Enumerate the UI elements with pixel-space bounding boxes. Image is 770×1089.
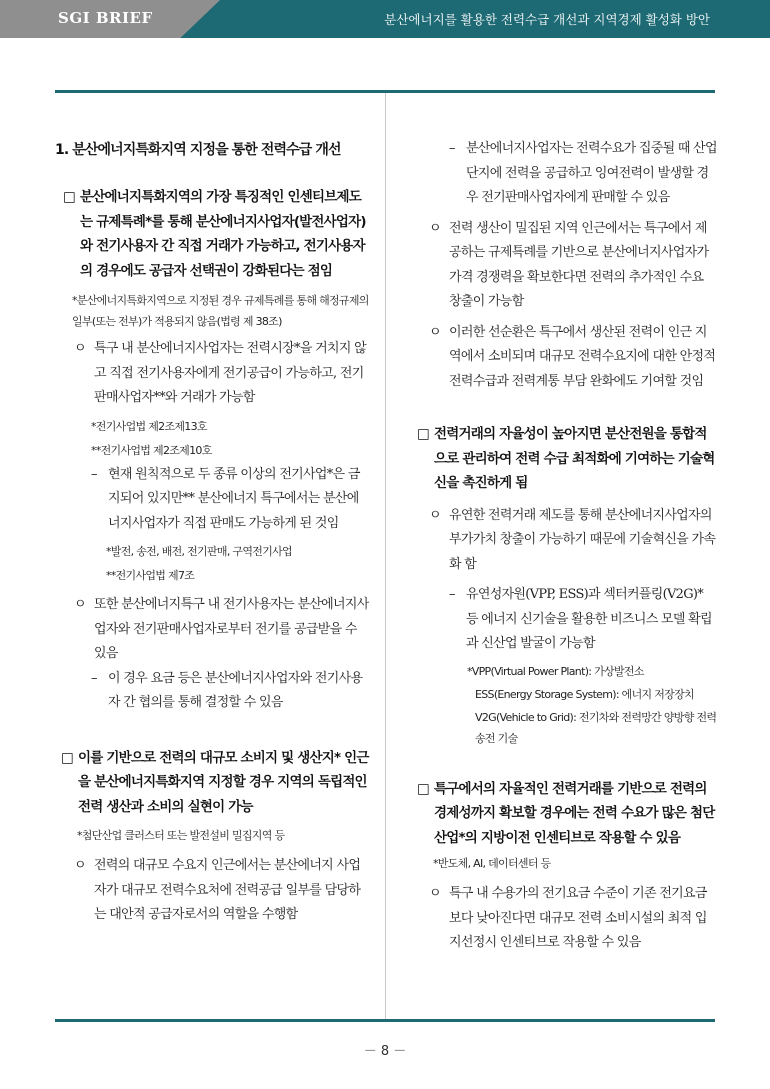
item-text: 분산에너지사업자는 전력수요가 집중될 때 산업단지에 전력을 공급하고 잉여전력이 발생할 경우 전기판매사업자에게 판매할 수 있음 [466,141,717,205]
circle-bullet-item [74,593,370,667]
item-text: 유연한 전력거래 제도를 통해 분산에너지사업자의 부가가치 창출이 가능하기 때문에 기술혁신을 가속화 함 [449,507,716,572]
item-text: 전력의 대규모 수요지 인근에서는 분산에너지 사업자가 대규모 전력수요처에 전력공급 일부를 담당하는 대안적 공급자로서의 역할을 수행함 [94,858,361,922]
square-bullet-paragraph [417,422,717,496]
square-bullet-marker: □ [61,749,73,766]
circle-bullet-item [429,882,717,956]
footnote: V2G(Vehicle to Grid): 전기차와 전력망간 양방향 전력 송전 기술 [475,710,717,745]
dash-bullet-marker: – [449,141,455,156]
section-title: 1. 분산에너지특화지역 지정을 통한 전력수급 개선 [55,142,341,158]
circle-bullet-marker: ㅇ [74,858,86,873]
document-title: 분산에너지를 활용한 전력수급 개선과 지역경제 활성화 방안 [384,12,710,27]
paragraph-text: 이를 기반으로 전력의 대규모 소비지 및 생산지* 인근을 분산에너지특화지역 지정할 경우 지역의 독립적인 전력 생산과 소비의 실현이 가능 [78,749,369,815]
square-bullet-paragraph [61,746,370,820]
square-bullet-paragraph [417,777,717,851]
item-text: 이 경우 요금 등은 분산에너지사업자와 전기사용자 간 협의를 통해 결정할 수 있음 [108,670,363,710]
column-divider [385,93,386,1019]
item-text: 유연성자원(VPP, ESS)과 섹터커플링(V2G)* 등 에너지 신기술을 활용한 비즈니스 모델 확립과 신산업 발굴이 가능함 [466,587,712,651]
item-text: 또한 분산에너지특구 내 전기사용자는 분산에너지사업자와 전기판매사업자로부터 전기를 공급받을 수 있음 [94,597,369,661]
circle-bullet-marker: ㅇ [429,886,441,901]
circle-bullet-item [429,504,717,578]
square-bullet-marker: □ [417,426,429,442]
circle-bullet-item [74,854,370,928]
circle-bullet-item [429,321,717,395]
circle-bullet-marker: ㅇ [74,341,86,356]
square-bullet-marker: □ [417,780,429,797]
item-text: 특구 내 수용가의 전기요금 수준이 기존 전기요금보다 낮아진다면 대규모 전력 소비시설의 최적 입지선정시 인센티브로 작용할 수 있음 [449,886,707,950]
footnote: **전기사업법 제2조제10호 [91,443,212,457]
dash-bullet-item [449,137,717,211]
circle-bullet-marker: ㅇ [429,507,441,523]
footnote: *VPP(Virtual Power Plant): 가상발전소 [467,664,644,678]
dash-bullet-item [91,463,370,537]
footnote: *발전, 송전, 배전, 전기판매, 구역전기사업 [106,545,292,558]
bottom-rule [55,1019,715,1022]
dash-bullet-marker: – [449,587,455,602]
paragraph-text: 전력거래의 자율성이 높아지면 분산전원을 통합적으로 관리하여 전력 수급 최적화에 기여하는 기술혁신을 촉진하게 됨 [434,426,715,491]
square-bullet-paragraph [63,185,370,283]
page-number: － 8 － [363,1044,407,1059]
dash-bullet-item [91,667,370,716]
item-text: 이러한 선순환은 특구에서 생산된 전력이 인근 지역에서 소비되며 대규모 전력수요지에 대한 안정적 전력수급과 전력계통 부담 완화에도 기여할 것임 [449,324,716,389]
footnote: *첨단산업 클러스터 또는 발전설비 밀집지역 등 [77,829,285,842]
dash-bullet-marker: – [91,670,97,686]
footnote: **전기사업법 제7조 [106,569,195,582]
footnote: *반도체, AI, 데이터센터 등 [433,857,551,870]
brand-logo-text: SGI BRIEF [58,9,153,27]
right-column [417,137,717,956]
item-text: 전력 생산이 밀집된 지역 인근에서는 특구에서 제공하는 규제특례를 기반으로 분산에너지사업자가 가격 경쟁력을 확보한다면 전력의 추가적인 수요 창출이 가능함 [449,220,709,309]
left-column [55,140,370,928]
item-text: 특구 내 분산에너지사업자는 전력시장*을 거치지 않고 직접 전기사용자에게 전기공급이 가능하고, 전기판매사업자**와 거래가 가능함 [94,341,366,405]
circle-bullet-marker: ㅇ [429,220,441,236]
circle-bullet-marker: ㅇ [429,324,441,340]
footnote: *분산에너지특화지역으로 지정된 경우 규제특례를 통해 해정규제의 일부(또는 전부)가 적용되지 않음(법령 제 38조) [72,294,369,328]
page-header [0,0,770,38]
dash-bullet-marker: – [91,466,97,482]
circle-bullet-marker: ㅇ [74,597,86,612]
item-text: 현재 원칙적으로 두 종류 이상의 전기사업*은 금지되어 있지만** 분산에너지 특구에서는 분산에너지사업자가 직접 판매도 가능하게 된 것임 [108,466,360,531]
square-bullet-marker: □ [63,189,75,205]
paragraph-text: 분산에너지특화지역의 가장 특징적인 인센티브제도는 규제특례*를 통해 분산에너지사업자(발전사업자)와 전기사용자 간 직접 거래가 가능하고, 전기사용자의 경우에도 공급자 선택권이 강화된다는 점임 [80,189,366,279]
paragraph-text: 특구에서의 자율적인 전력거래를 기반으로 전력의 경제성까지 확보할 경우에는 전력 수요가 많은 첨단산업*의 지방이전 인센티브로 작용할 수 있음 [434,780,715,846]
footnote: *전기사업법 제2조제13호 [91,419,207,433]
circle-bullet-item [74,337,370,411]
footnote: ESS(Energy Storage System): 에너지 저장장치 [475,687,694,701]
circle-bullet-item [429,217,717,315]
dash-bullet-item [449,583,717,657]
